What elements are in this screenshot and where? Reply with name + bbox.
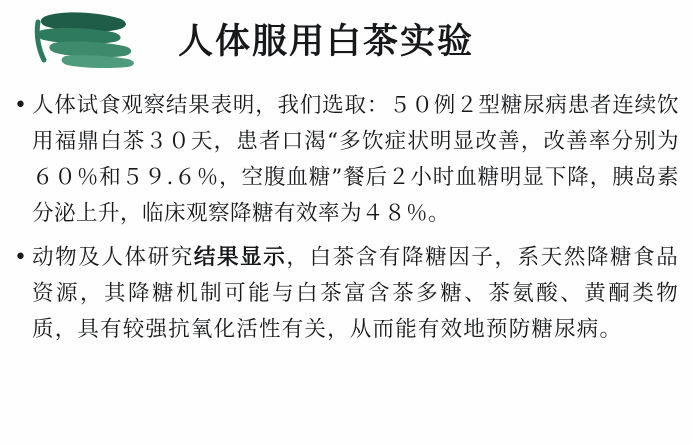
list-item (0, 88, 693, 232)
bullet-human-trial-text: 人体试食观察结果表明，我们选取：５０例２型糖尿病患者连续饮用福鼎白茶３０天，患者口渴“多饮症状明显改善，改善率分别为６０％和５９.６％，空腹血糖”餐后２小时血糖明显下降，胰岛素分泌上升，临床观察降糖有效率为４８％。 (32, 93, 679, 226)
bullet-marker-icon: • (14, 245, 27, 270)
bullet-animal-human-research-text (32, 240, 679, 348)
title-row (0, 0, 693, 88)
bullet-emphasis-text: 结果显示 (193, 245, 287, 270)
bullet-marker-icon: • (14, 93, 27, 118)
bullet-lead-text: 动物及人体研究 (32, 245, 194, 270)
slide-body (0, 88, 693, 356)
brush-stroke-logo-icon (34, 10, 144, 72)
page-title: 人体服用白茶实验 (178, 21, 475, 62)
bullet-tail-text: ，白茶含有降糖因子，系天然降糖食品资源，其降糖机制可能与白茶富含茶多糖、茶氨酸、黄酮类物质，具有较强抗氧化活性有关，从而能有效地预防糖尿病。 (32, 245, 680, 342)
list-item (0, 240, 693, 348)
